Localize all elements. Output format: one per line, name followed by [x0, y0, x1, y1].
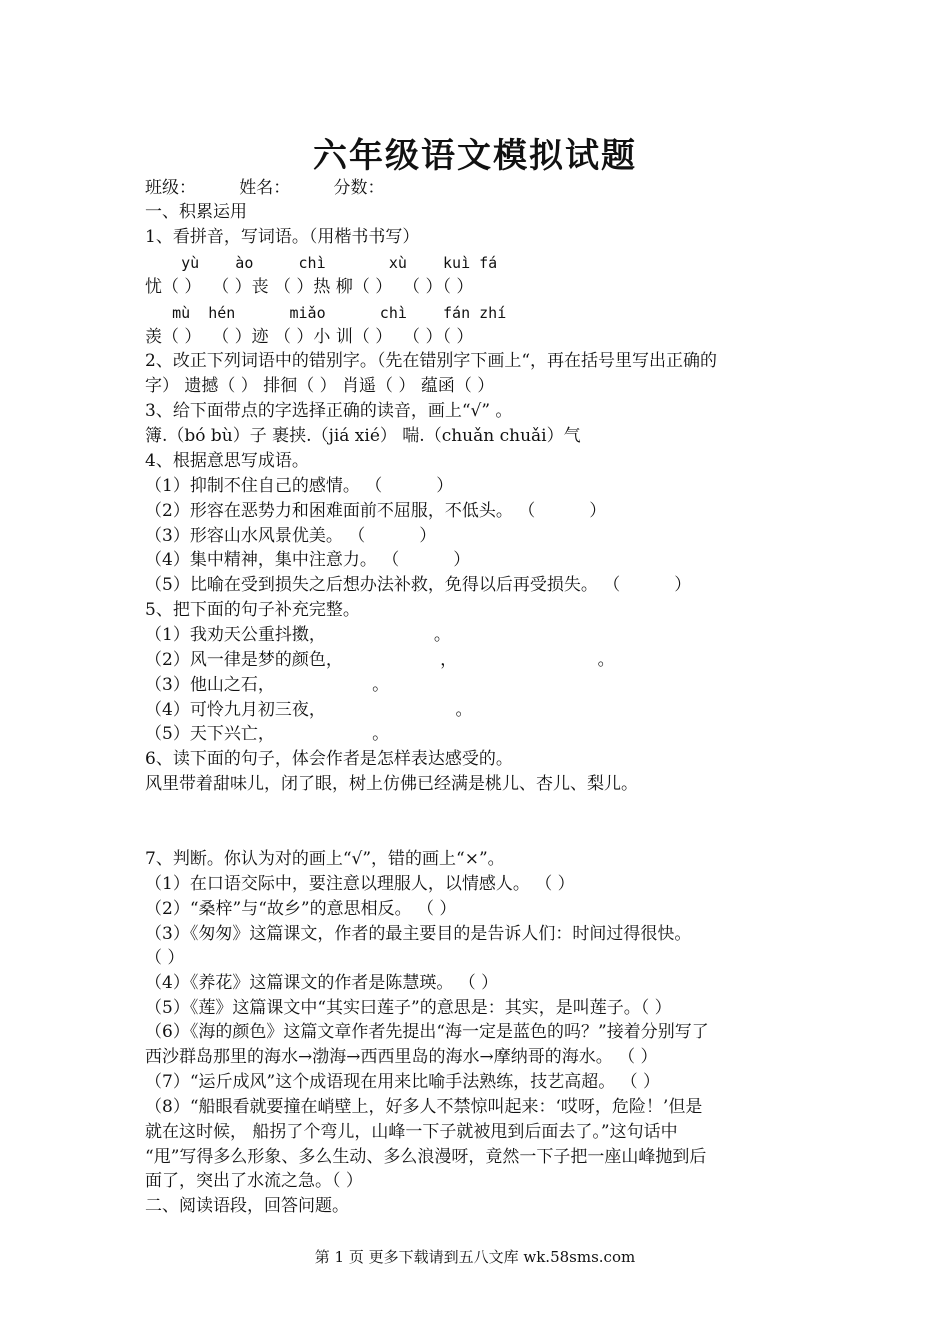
- pinyin-line: yù ào chì xù kuì fá: [145, 254, 498, 272]
- question-line: 就在这时候， 船拐了个弯儿，山峰一下子就被甩到后面去了。”这句话中: [145, 1122, 678, 1142]
- question-line: 3、给下面带点的字选择正确的读音，画上“√” 。: [145, 401, 513, 421]
- page-title: 六年级语文模拟试题: [313, 136, 637, 176]
- question-line: （1）在口语交际中，要注意以理服人，以情感人。 （ ）: [145, 874, 575, 894]
- question-line: （2）风一律是梦的颜色， ， 。: [145, 650, 615, 670]
- section-heading: 二、阅读语段，回答问题。: [145, 1196, 349, 1216]
- question-line: （1）我劝天公重抖擞， 。: [145, 625, 451, 645]
- question-line: 忧（ ） （ ）丧 （ ）热 柳（ ） （ ）（ ）: [145, 277, 474, 297]
- question-line: （5）天下兴亡， 。: [145, 724, 390, 744]
- question-line: （3）形容山水风景优美。 （ ）: [145, 526, 437, 546]
- question-line: 面了，突出了水流之急。（ ）: [145, 1171, 363, 1191]
- question-line: （4）《养花》这篇课文的作者是陈慧瑛。 （ ）: [145, 973, 499, 993]
- question-line: 簿.（bó bù）子 裹挟.（jiá xié） 喘.（chuǎn chuǎi）气: [145, 426, 581, 446]
- question-line: 7、判断。你认为对的画上“√”，错的画上“×”。: [145, 849, 505, 869]
- question-line: 字） 遗撼（ ） 排徊（ ） 肖遥（ ） 蕴函（ ）: [145, 376, 495, 396]
- question-line: 1、看拼音，写词语。（用楷书书写）: [145, 227, 420, 247]
- question-line: 4、根据意思写成语。: [145, 451, 309, 471]
- question-line: （8）“船眼看就要撞在峭壁上，好多人不禁惊叫起来：‘哎呀，危险！’但是: [145, 1097, 703, 1117]
- question-line: （4）可怜九月初三夜， 。: [145, 700, 473, 720]
- question-line: 6、读下面的句子，体会作者是怎样表达感受的。: [145, 749, 513, 769]
- question-line: 2、改正下列词语中的错别字。（先在错别字下画上“，再在括号里写出正确的: [145, 351, 718, 371]
- question-line: （1）抑制不住自己的感情。 （ ）: [145, 476, 454, 496]
- question-line: （6）《海的颜色》这篇文章作者先提出“海一定是蓝色的吗？”接着分别写了: [145, 1022, 709, 1042]
- question-line: （4）集中精神，集中注意力。 （ ）: [145, 550, 471, 570]
- section-heading: 一、积累运用: [145, 202, 247, 222]
- student-info-line: 班级： 姓名： 分数：: [145, 178, 385, 198]
- question-line: （3）他山之石， 。: [145, 675, 390, 695]
- question-line: 羡（ ） （ ）迹 （ ）小 训（ ） （ ）（ ）: [145, 327, 474, 347]
- question-line: 5、把下面的句子补充完整。: [145, 600, 360, 620]
- question-line: “甩”写得多么形象、多么生动、多么浪漫呀，竟然一下子把一座山峰抛到后: [145, 1147, 707, 1167]
- question-line: （5）比喻在受到损失之后想办法补救，免得以后再受损失。 （ ）: [145, 575, 692, 595]
- question-line: 风里带着甜味儿，闭了眼，树上仿佛已经满是桃儿、杏儿、梨儿。: [145, 774, 638, 794]
- question-line: （2）形容在恶势力和困难面前不屈服，不低头。 （ ）: [145, 501, 607, 521]
- question-line: （3）《匆匆》这篇课文，作者的最主要目的是告诉人们：时间过得很快。: [145, 924, 692, 944]
- question-line: （ ）: [145, 948, 185, 968]
- question-line: 西沙群岛那里的海水→渤海→西西里岛的海水→摩纳哥的海水。 （ ）: [145, 1047, 658, 1067]
- question-line: （7）“运斤成风”这个成语现在用来比喻手法熟练，技艺高超。 （ ）: [145, 1072, 661, 1092]
- pinyin-line: mù hén miǎo chì fán zhí: [145, 304, 507, 322]
- question-line: （2）“桑梓”与“故乡”的意思相反。 （ ）: [145, 899, 457, 919]
- question-line: （5）《莲》这篇课文中“其实曰莲子”的意思是：其实，是叫莲子。（ ）: [145, 998, 672, 1018]
- page-footer: 第 1 页 更多下载请到五八文库 wk.58sms.com: [314, 1248, 636, 1266]
